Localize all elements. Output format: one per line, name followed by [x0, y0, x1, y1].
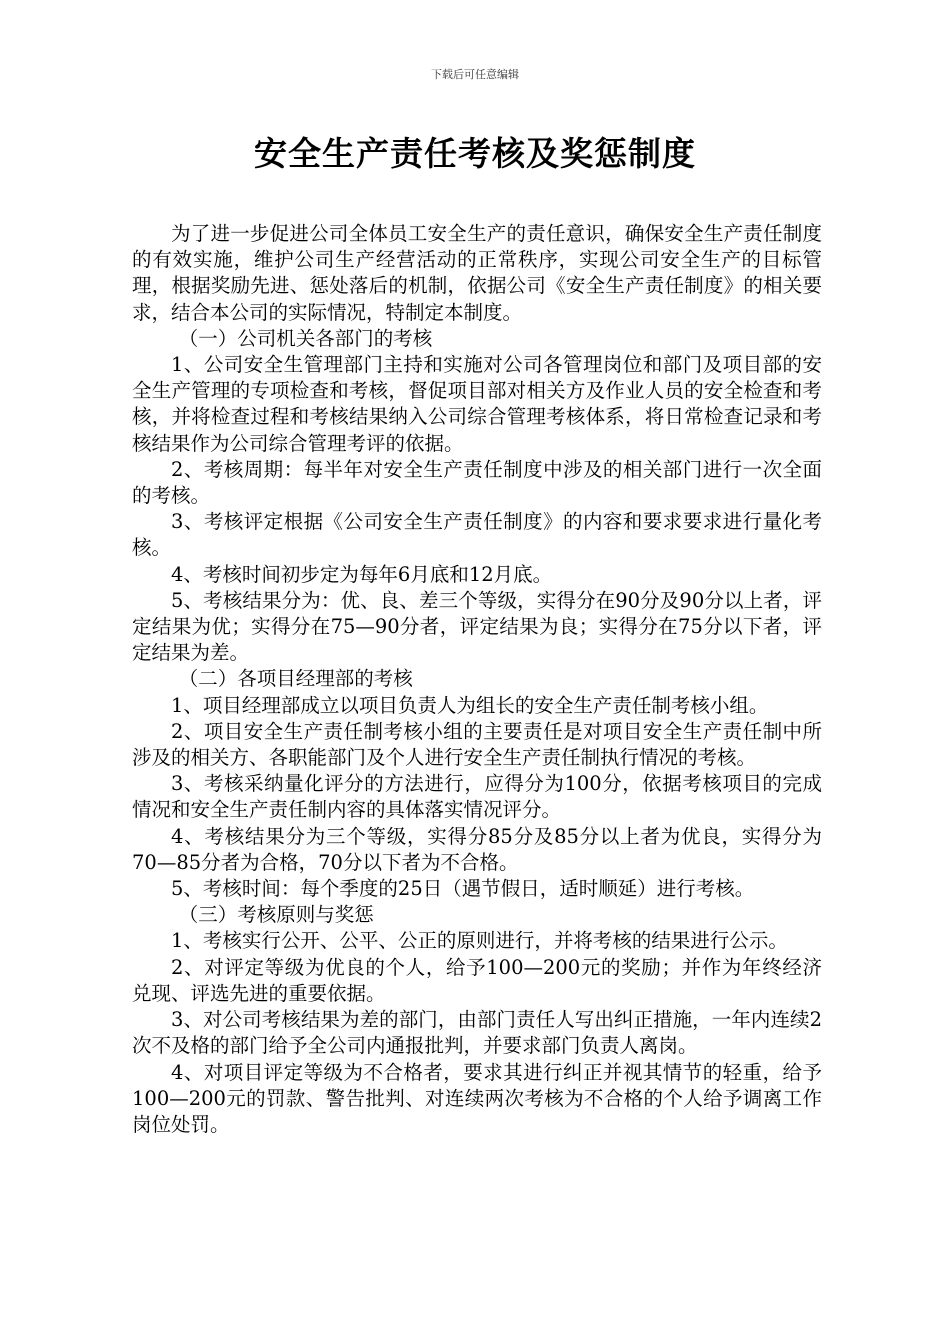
- section1-item: 3、考核评定根据《公司安全生产责任制度》的内容和要求要求进行量化考核。: [132, 510, 822, 560]
- section-heading-1: （一）公司机关各部门的考核: [178, 326, 433, 350]
- section2-item: 4、考核结果分为三个等级，实得分85分及85分以上者为优良，实得分为70—85分者为合格，70分以下者为不合格。: [132, 824, 822, 874]
- section-heading-3: （三）考核原则与奖惩: [178, 903, 374, 927]
- section1-item: 5、考核结果分为：优、良、差三个等级，实得分在90分及90分以上者，评定结果为优；实得分在75—90分者，评定结果为良；实得分在75分以下者，评定结果为差。: [132, 588, 822, 665]
- section2-item: 2、项目安全生产责任制考核小组的主要责任是对项目安全生产责任制中所涉及的相关方、各职能部门及个人进行安全生产责任制执行情况的考核。: [132, 719, 822, 770]
- section3-item: 2、对评定等级为优良的个人，给予100—200元的奖励；并作为年终经济兑现、评选先进的重要依据。: [132, 955, 822, 1005]
- intro-paragraph: 为了进一步促进公司全体员工安全生产的责任意识，确保安全生产责任制度的有效实施，维护公司生产经营活动的正常秩序，实现公司安全生产的目标管理，根据奖励先进、惩处落后的机制，依据公司《安全生产责任制度》的相关要求，结合本公司的实际情况，特制定本制度。: [132, 222, 822, 324]
- header-note: 下载后可任意编辑: [431, 68, 519, 81]
- section2-item: 1、项目经理部成立以项目负责人为组长的安全生产责任制考核小组。: [171, 693, 769, 717]
- document-title: 安全生产责任考核及奖惩制度: [254, 134, 696, 173]
- document-body: [132, 221, 822, 1138]
- section-heading-2: （二）各项目经理部的考核: [178, 667, 413, 691]
- section1-item: 4、考核时间初步定为每年6月底和12月底。: [171, 562, 553, 586]
- section2-item: 3、考核采纳量化评分的方法进行，应得分为100分，依据考核项目的完成情况和安全生产责任制内容的具体落实情况评分。: [132, 772, 822, 822]
- section3-item: 4、对项目评定等级为不合格者，要求其进行纠正并视其情节的轻重，给予100—200元的罚款、警告批判、对连续两次考核为不合格的个人给予调离工作岗位处罚。: [132, 1060, 822, 1136]
- section3-item: 1、考核实行公开、公平、公正的原则进行，并将考核的结果进行公示。: [171, 929, 788, 953]
- section3-item: 3、对公司考核结果为差的部门，由部门责任人写出纠正措施，一年内连续2次不及格的部门给予全公司内通报批判，并要求部门负责人离岗。: [132, 1008, 822, 1058]
- section2-item: 5、考核时间：每个季度的25日（遇节假日，适时顺延）进行考核。: [171, 877, 755, 901]
- section1-item: 1、公司安全生管理部门主持和实施对公司各管理岗位和部门及项目部的安全生产管理的专项检查和考核，督促项目部对相关方及作业人员的安全检查和考核，并将检查过程和考核结果纳入公司综合管理考核体系，将日常检查记录和考核结果作为公司综合管理考评的依据。: [132, 353, 822, 455]
- section1-item: 2、考核周期：每半年对安全生产责任制度中涉及的相关部门进行一次全面的考核。: [132, 457, 822, 508]
